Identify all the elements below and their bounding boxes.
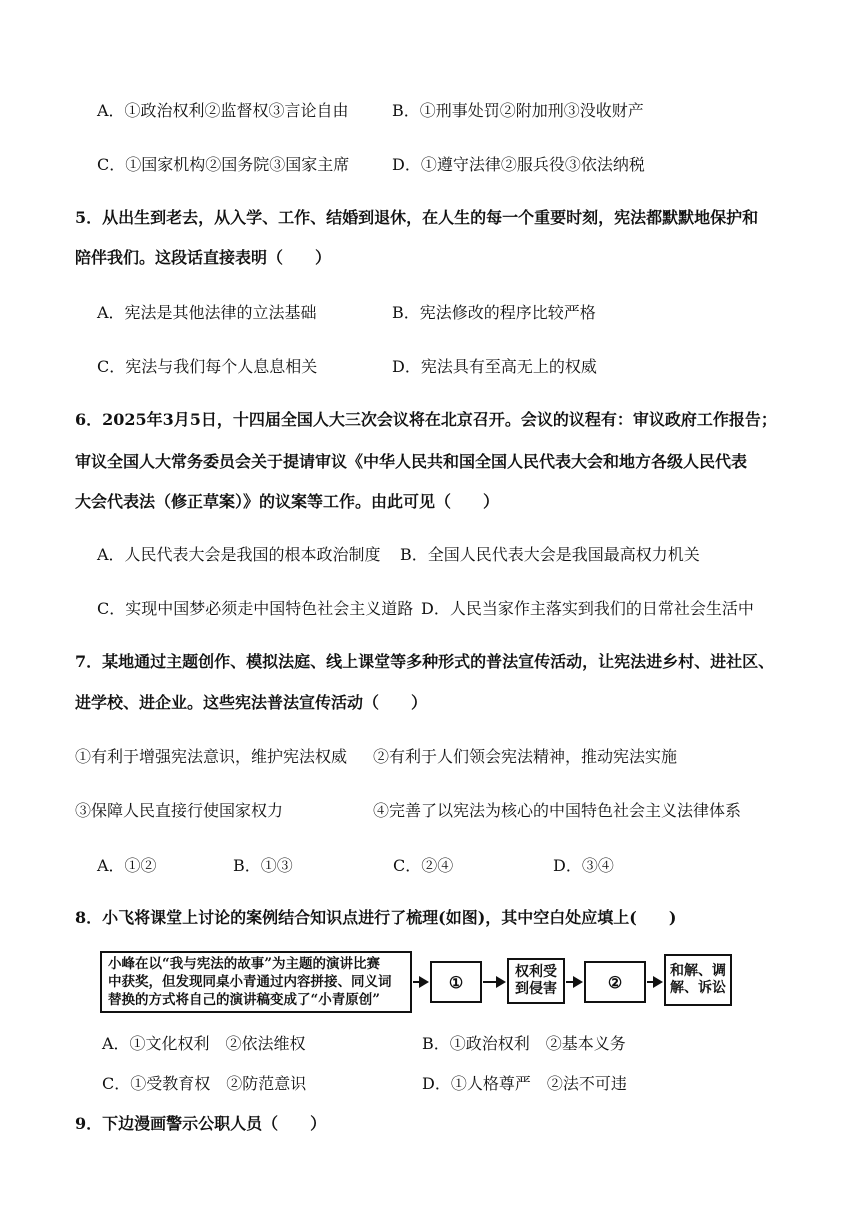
- q7-stem-line1: 7．某地通过主题创作、模拟法庭、线上课堂等多种形式的普法宣传活动，让宪法进乡村、进社区、: [75, 652, 775, 671]
- q8-remedy-line2: 解、诉讼: [670, 980, 726, 996]
- q8-case-box: [100, 951, 412, 1013]
- q7-option-d: D．③④: [553, 856, 614, 875]
- q8-arrow-2: [483, 981, 504, 983]
- q8-arrow-3: [566, 981, 581, 983]
- q4-option-c: C．①国家机构②国务院③国家主席: [97, 155, 350, 174]
- q5-stem-line1: 5．从出生到老去，从入学、工作、结婚到退休，在人生的每一个重要时刻，宪法都默默地保护和: [75, 208, 759, 227]
- q8-infringed-box: [507, 958, 565, 1004]
- q8-blank1-label: ①: [448, 972, 464, 992]
- q6-option-b: B．全国人民代表大会是我国最高权力机关: [400, 545, 700, 564]
- q6-option-d: D．人民当家作主落实到我们的日常社会生活中: [421, 599, 754, 618]
- q6-option-c: C．实现中国梦必须走中国特色社会主义道路: [97, 599, 414, 618]
- q8-case-line1: 小峰在以“我与宪法的故事”为主题的演讲比赛: [108, 956, 381, 972]
- q5-stem-line2: 陪伴我们。这段话直接表明（ ）: [75, 248, 332, 267]
- q6-stem-line2: 审议全国人大常务委员会关于提请审议《中华人民共和国全国人民代表大会和地方各级人民代表: [75, 452, 748, 471]
- q5-option-a: A．宪法是其他法律的立法基础: [97, 303, 317, 322]
- q8-option-a: A．①文化权利 ②依法维权: [102, 1034, 306, 1053]
- q8-option-d: D．①人格尊严 ②法不可违: [422, 1074, 627, 1093]
- q7-option-b: B．①③: [233, 856, 293, 875]
- q7-statement-3: ③保障人民直接行使国家权力: [75, 801, 284, 820]
- q8-arrow-4: [647, 981, 661, 983]
- q8-arrow-1: [413, 981, 427, 983]
- q8-blank-box-1: [430, 961, 482, 1003]
- q7-stem-line2: 进学校、进企业。这些宪法普法宣传活动（ ）: [75, 693, 428, 712]
- q5-option-b: B．宪法修改的程序比较严格: [392, 303, 596, 322]
- q8-remedy-line1: 和解、调: [670, 963, 726, 979]
- q7-option-c: C．②④: [393, 856, 454, 875]
- q8-case-line2: 中获奖，但发现同桌小青通过内容拼接、同义词: [108, 974, 392, 990]
- q8-stem: 8．小飞将课堂上讨论的案例结合知识点进行了梳理(如图)，其中空白处应填上( ): [75, 908, 677, 927]
- q5-option-d: D．宪法具有至高无上的权威: [392, 357, 597, 376]
- q8-case-line3: 替换的方式将自己的演讲稿变成了“小青原创”: [108, 992, 381, 1008]
- q7-option-a: A．①②: [97, 856, 157, 875]
- q8-infringed-line2: 到侵害: [515, 981, 557, 997]
- q8-option-b: B．①政治权利 ②基本义务: [422, 1034, 626, 1053]
- q6-stem-line1: 6．2025年3月5日，十四届全国人大三次会议将在北京召开。会议的议程有：审议政府工作报告；: [75, 410, 777, 429]
- q8-option-c: C．①受教育权 ②防范意识: [102, 1074, 307, 1093]
- q8-infringed-line1: 权利受: [515, 964, 557, 980]
- q6-stem-line3: 大会代表法（修正草案）》的议案等工作。由此可见（ ）: [75, 492, 500, 511]
- q4-option-a: A．①政治权利②监督权③言论自由: [97, 101, 349, 120]
- q7-statement-2: ②有利于人们领会宪法精神，推动宪法实施: [373, 747, 678, 766]
- q4-option-b: B．①刑事处罚②附加刑③没收财产: [392, 101, 644, 120]
- q5-option-c: C．宪法与我们每个人息息相关: [97, 357, 318, 376]
- q8-remedy-box: [664, 954, 732, 1006]
- q4-option-d: D．①遵守法律②服兵役③依法纳税: [392, 155, 645, 174]
- q6-option-a: A．人民代表大会是我国的根本政治制度: [97, 545, 381, 564]
- q7-statement-1: ①有利于增强宪法意识，维护宪法权威: [75, 747, 348, 766]
- q9-stem: 9．下边漫画警示公职人员（ ）: [75, 1114, 327, 1133]
- q7-statement-4: ④完善了以宪法为核心的中国特色社会主义法律体系: [373, 801, 742, 820]
- q8-blank-box-2: [584, 961, 646, 1003]
- q8-blank2-label: ②: [607, 972, 623, 992]
